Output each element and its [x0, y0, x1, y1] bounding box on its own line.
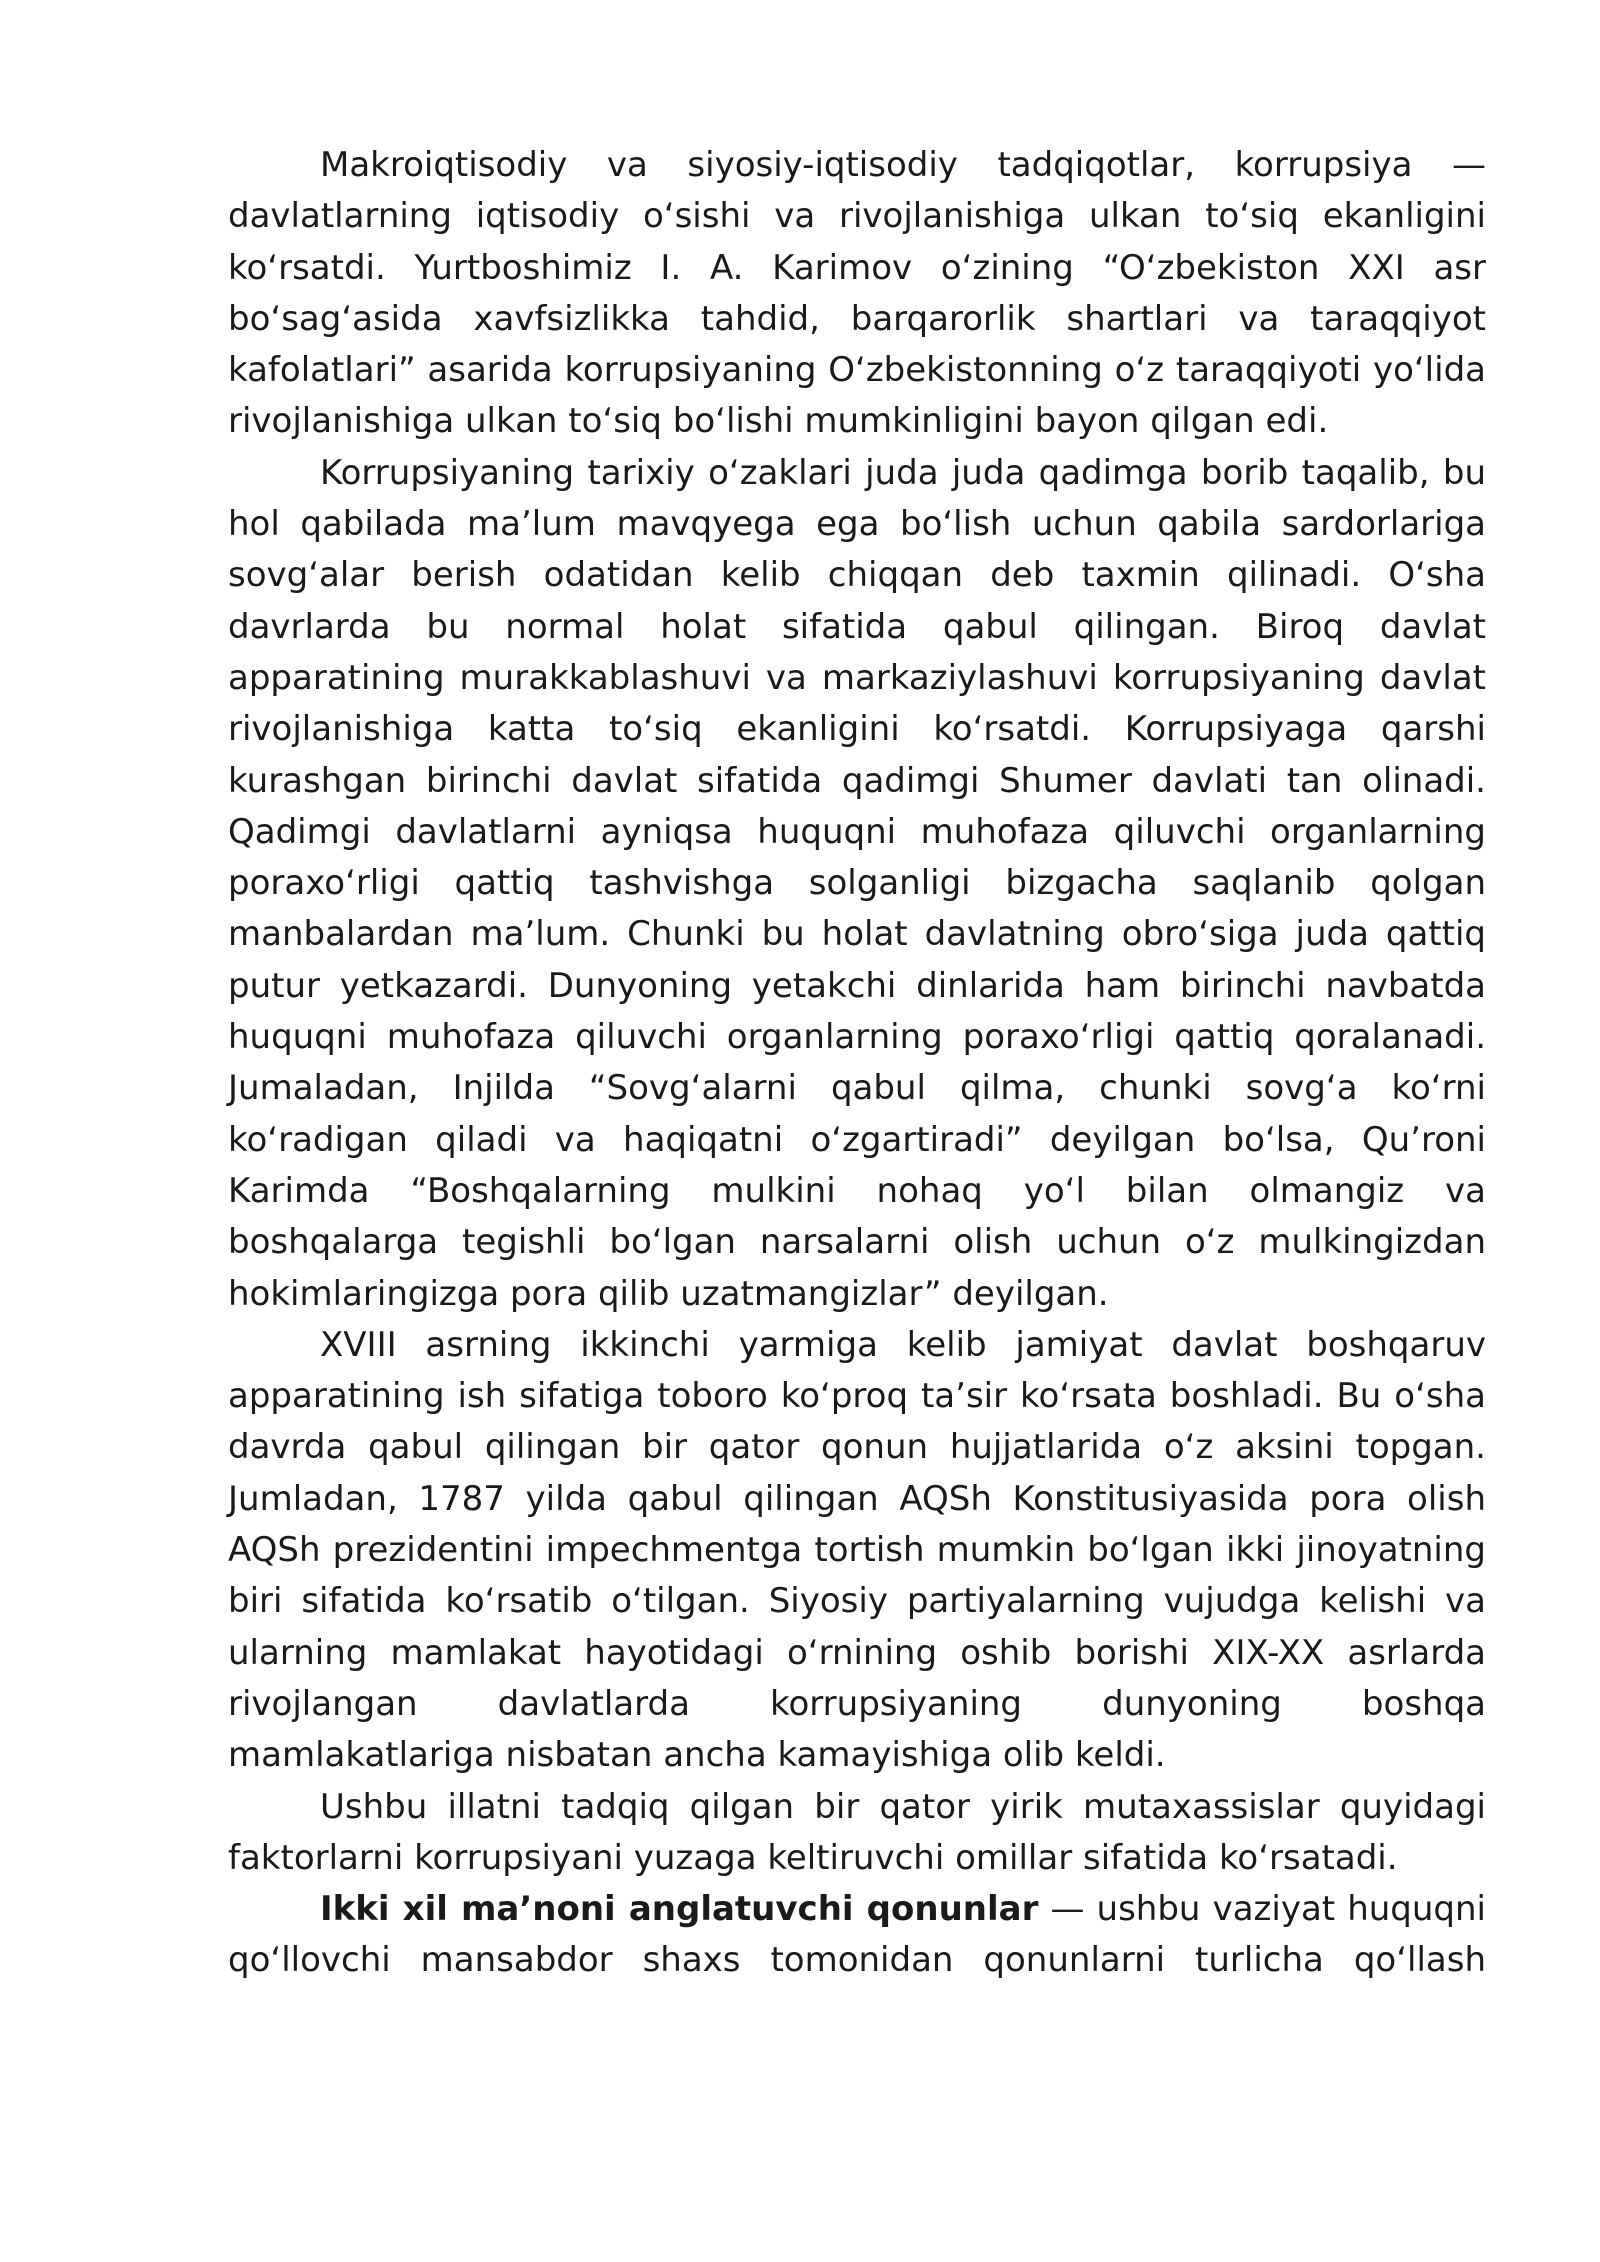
paragraph-4: [228, 1782, 1486, 1885]
paragraph-2: [228, 448, 1486, 1320]
paragraph-5-text: — ushbu vaziyat huquqni qo‘llovchi mansabdor shaxs tomonidan qonunlarni turlicha qo‘llash: [228, 1889, 1486, 1981]
paragraph-5: [228, 1884, 1486, 1987]
paragraph-3: [228, 1320, 1486, 1782]
bold-term: Ikki xil ma’noni anglatuvchi qonunlar: [320, 1889, 1039, 1930]
paragraph-1: [228, 140, 1486, 448]
paragraph-1-text: Makroiqtisodiy va siyosiy-iqtisodiy tadqiqotlar, korrupsiya — davlatlarning iqtisodiy o‘sishi va rivojlanishiga ulkan to‘siq ekanligini ko‘rsatdi. Yurtboshimiz I. A. Karimov o‘zining “O‘zbekiston XXI asr bo‘sag‘asida xavfsizlikka tahdid, barqarorlik shartlari va taraqqiyot kafolatlari” asarida korrupsiyaning O‘zbekistonning o‘z taraqqiyoti yo‘lida rivojlanishiga ulkan to‘siq bo‘lishi mumkinligini bayon qilgan edi.: [228, 145, 1486, 442]
paragraph-4-text: Ushbu illatni tadqiq qilgan bir qator yirik mutaxassislar quyidagi faktorlarni korrupsiyani yuzaga keltiruvchi omillar sifatida ko‘rsatadi.: [228, 1786, 1486, 1878]
paragraph-3-text: XVIII asrning ikkinchi yarmiga kelib jamiyat davlat boshqaruv apparatining ish sifatiga toboro ko‘proq ta’sir ko‘rsata boshladi. Bu o‘sha davrda qabul qilingan bir qator qonun hujjatlarida o‘z aksini topgan. Jumladan, 1787 yilda qabul qilingan AQSh Konstitusiyasida pora olish AQSh prezidentini impechmentga tortish mumkin bo‘lgan ikki jinoyatning biri sifatida ko‘rsatib o‘tilgan. Siyosiy partiyalarning vujudga kelishi va ularning mamlakat hayotidagi o‘rnining oshib borishi XIX-XX asrlarda rivojlangan davlatlarda korrupsiyaning dunyoning boshqa mamlakatlariga nisbatan ancha kamayishiga olib keldi.: [228, 1324, 1486, 1776]
document-page: [228, 140, 1486, 1987]
paragraph-2-text: Korrupsiyaning tarixiy o‘zaklari juda juda qadimga borib taqalib, bu hol qabilada ma’lum mavqyega ega bo‘lish uchun qabila sardorlariga sovg‘alar berish odatidan kelib chiqqan deb taxmin qilinadi. O‘sha davrlarda bu normal holat sifatida qabul qilingan. Biroq davlat apparatining murakkablashuvi va markaziylashuvi korrupsiyaning davlat rivojlanishiga katta to‘siq ekanligini ko‘rsatdi. Korrupsiyaga qarshi kurashgan birinchi davlat sifatida qadimgi Shumer davlati tan olinadi. Qadimgi davlatlarni ayniqsa huquqni muhofaza qiluvchi organlarning poraxo‘rligi qattiq tashvishga solganligi bizgacha saqlanib qolgan manbalardan ma’lum. Chunki bu holat davlatning obro‘siga juda qattiq putur yetkazardi. Dunyoning yetakchi dinlarida ham birinchi navbatda huquqni muhofaza qiluvchi organlarning poraxo‘rligi qattiq qoralanadi. Jumaladan, Injilda “Sovg‘alarni qabul qilma, chunki sovg‘a ko‘rni ko‘radigan qiladi va haqiqatni o‘zgartiradi” deyilgan bo‘lsa, Qu’roni Karimda “Boshqalarning mulkini nohaq yo‘l bilan olmangiz va boshqalarga tegishli bo‘lgan narsalarni olish uchun o‘z mulkingizdan hokimlaringizga pora qilib uzatmangizlar” deyilgan.: [228, 452, 1486, 1314]
